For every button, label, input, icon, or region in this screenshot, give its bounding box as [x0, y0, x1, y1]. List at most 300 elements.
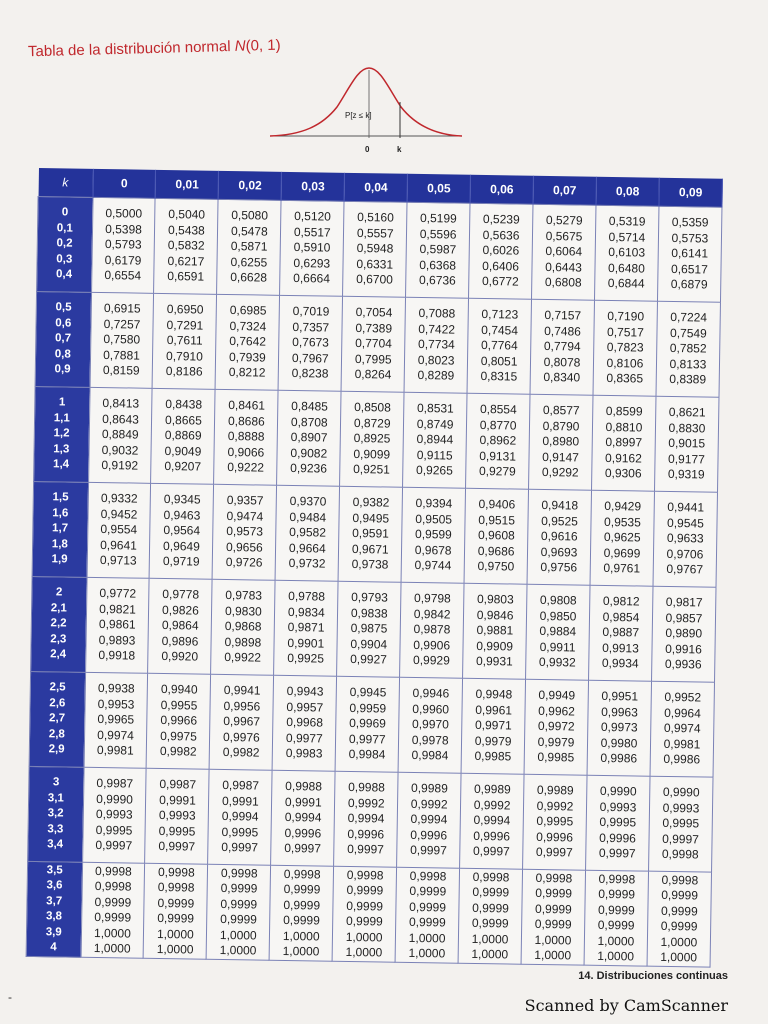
normal-curve-svg: [262, 62, 472, 162]
probability-value: 0,8554: [479, 402, 517, 417]
probability-value: 0,9890: [665, 626, 703, 641]
probability-value: 0,6255: [230, 254, 268, 270]
probability-value: 0,9306: [604, 466, 642, 481]
probability-value: 0,9608: [477, 528, 515, 543]
probability-value: 0,9994: [473, 813, 511, 828]
probability-value: 0,9985: [474, 749, 512, 764]
probability-value: 0,9998: [283, 866, 321, 882]
probability-value: 0,9693: [540, 544, 578, 560]
probability-value: 0,9970: [411, 717, 449, 732]
probability-value: 0,9967: [223, 714, 261, 729]
probability-value: 0,5793: [104, 237, 142, 252]
probability-value: 1,0000: [93, 940, 131, 956]
probability-value: 0,8643: [102, 411, 139, 427]
k-value: 3: [52, 776, 60, 789]
probability-value: 0,9972: [537, 719, 575, 734]
probability-value: 0,7190: [607, 309, 645, 324]
probability-cell: [145, 768, 209, 864]
probability-value: 0,9564: [163, 523, 201, 538]
probability-value: 0,8212: [228, 365, 266, 380]
probability-value: 0,9999: [345, 913, 383, 929]
probability-value: 0,9989: [473, 782, 511, 797]
probability-value: 0,5557: [356, 225, 394, 241]
probability-value: 0,9999: [534, 901, 572, 916]
k-values-cell: [29, 671, 85, 767]
probability-cell: [530, 299, 594, 395]
probability-value: 0,9821: [99, 601, 137, 617]
k-value: 3,1: [47, 791, 64, 805]
probability-cell: [406, 202, 470, 298]
probability-value: 0,9545: [667, 515, 704, 531]
probability-cell: [594, 205, 658, 301]
k-value: 2: [55, 586, 63, 599]
probability-value: 0,6480: [608, 260, 645, 276]
probability-value: 0,9999: [660, 918, 698, 934]
probability-cell: [398, 677, 462, 773]
probability-value: 0,7157: [544, 308, 582, 323]
probability-value: 0,5359: [671, 215, 709, 230]
probability-value: 0,7324: [229, 318, 267, 334]
probability-value: 0,9678: [414, 542, 452, 558]
probability-value: 0,6700: [356, 272, 393, 287]
probability-value: 0,6331: [356, 256, 394, 272]
probability-value: 0,9922: [224, 650, 262, 665]
probability-cell: [271, 770, 335, 866]
probability-value: 0,5714: [608, 229, 646, 245]
k-values-cell: [37, 197, 93, 293]
probability-value: 0,9987: [159, 777, 197, 792]
probability-value: 0,9394: [415, 496, 453, 511]
probability-value: 0,9641: [100, 537, 138, 553]
k-value: 0: [61, 206, 69, 219]
probability-value: 0,9147: [542, 449, 580, 465]
probability-value: 0,8340: [543, 370, 581, 385]
probability-cell: [332, 866, 396, 962]
k-value: 1,3: [53, 443, 70, 456]
k-value: 2,3: [50, 633, 67, 646]
probability-value: 0,8159: [102, 363, 140, 378]
probability-value: 0,9345: [163, 492, 201, 507]
probability-value: 0,6026: [482, 243, 520, 258]
probability-cell: [648, 776, 713, 872]
column-header: 0,03: [281, 172, 344, 201]
probability-value: 0,9994: [410, 812, 448, 827]
probability-value: 0,9977: [285, 730, 323, 746]
probability-value: 0,9573: [226, 524, 264, 539]
probability-value: 0,9842: [413, 606, 451, 622]
probability-value: 1,0000: [408, 930, 446, 945]
probability-value: 0,9997: [535, 845, 573, 860]
probability-value: 0,9961: [475, 702, 513, 718]
probability-value: 0,9996: [599, 830, 636, 846]
k-value: 3,3: [47, 822, 64, 836]
probability-value: 0,7734: [417, 337, 455, 352]
probability-value: 0,9999: [471, 915, 509, 931]
probability-value: 0,9974: [97, 727, 135, 743]
probability-value: 0,9649: [163, 538, 200, 554]
probability-value: 0,9999: [283, 881, 321, 897]
k-values-cell: [32, 481, 88, 577]
probability-value: 0,7224: [670, 310, 708, 325]
k-value: 1,8: [51, 538, 68, 551]
k-values-cell: [35, 291, 91, 387]
probability-value: 0,9999: [472, 884, 510, 900]
probability-value: 0,7910: [166, 348, 203, 364]
probability-value: 0,9893: [98, 632, 136, 648]
probability-value: 0,8790: [542, 418, 580, 434]
probability-cell: [458, 868, 522, 964]
probability-value: 0,9995: [221, 824, 259, 840]
probability-value: 0,9940: [160, 682, 198, 697]
probability-cell: [209, 674, 273, 770]
probability-value: 0,9999: [220, 896, 258, 912]
probability-value: 0,9591: [352, 526, 389, 541]
probability-value: 0,8365: [606, 371, 644, 386]
probability-value: 0,9976: [222, 729, 260, 745]
probability-value: 1,0000: [534, 932, 572, 947]
probability-value: 0,9996: [536, 829, 574, 845]
probability-value: 0,9898: [224, 634, 262, 650]
probability-value: 0,8531: [416, 401, 454, 416]
probability-cell: [341, 296, 405, 392]
probability-value: 0,9909: [476, 638, 514, 654]
probability-value: 0,9896: [161, 633, 199, 649]
probability-cell: [647, 871, 712, 967]
probability-value: 0,9997: [284, 841, 322, 856]
probability-value: 0,7611: [166, 333, 203, 348]
probability-value: 0,9963: [601, 704, 638, 720]
probability-cell: [274, 580, 338, 676]
probability-value: 0,9878: [413, 622, 451, 637]
probability-value: 0,7291: [166, 317, 204, 333]
probability-value: 0,8830: [668, 420, 706, 436]
probability-value: 0,9998: [346, 867, 384, 883]
probability-value: 0,9778: [162, 587, 200, 602]
probability-value: 0,9997: [158, 839, 196, 854]
probability-value: 0,9986: [600, 751, 638, 766]
probability-cell: [144, 863, 208, 959]
probability-cell: [466, 393, 530, 489]
probability-value: 0,9911: [539, 639, 576, 655]
probability-value: 0,8907: [290, 430, 328, 445]
probability-cell: [651, 586, 716, 682]
probability-value: 0,9998: [598, 871, 636, 886]
probability-cell: [217, 199, 281, 295]
probability-value: 0,9987: [96, 776, 134, 791]
probability-value: 0,9082: [290, 445, 328, 461]
probability-value: 0,9995: [599, 815, 637, 830]
probability-value: 0,9953: [97, 696, 135, 712]
probability-value: 0,9999: [661, 887, 699, 903]
probability-value: 0,7257: [103, 316, 141, 332]
probability-value: 1,0000: [345, 929, 383, 945]
probability-value: 0,9798: [413, 591, 451, 606]
probability-value: 0,5596: [419, 226, 457, 242]
probability-cell: [335, 676, 399, 772]
k-values-cell: [26, 861, 82, 957]
probability-value: 0,9686: [477, 543, 515, 559]
probability-value: 0,9999: [157, 910, 195, 926]
probability-value: 0,9984: [411, 748, 449, 763]
column-header: 0,07: [533, 176, 596, 205]
probability-cell: [586, 775, 650, 871]
probability-cell: [523, 774, 587, 870]
probability-value: 0,6064: [545, 244, 583, 259]
probability-value: 0,9251: [353, 462, 390, 477]
probability-value: 0,9955: [160, 697, 198, 713]
probability-value: 0,9984: [348, 747, 386, 762]
k-value: 1,1: [53, 412, 70, 425]
probability-value: 0,9997: [95, 838, 133, 853]
probability-value: 0,9495: [352, 510, 390, 526]
probability-cell: [526, 584, 590, 680]
probability-cell: [147, 673, 211, 769]
probability-value: 0,7794: [543, 339, 581, 354]
probability-value: 0,9966: [160, 713, 198, 728]
probability-value: 0,8315: [480, 369, 518, 384]
chapter-footer: 14. Distribuciones continuas: [578, 970, 728, 982]
probability-cell: [657, 206, 722, 302]
probability-cell: [589, 585, 653, 681]
normal-curve-figure: [262, 62, 472, 162]
probability-value: 0,8980: [542, 434, 580, 449]
probability-value: 0,9985: [537, 750, 575, 765]
table-row: [26, 861, 711, 967]
probability-value: 0,9049: [164, 443, 202, 459]
probability-cell: [461, 678, 525, 774]
probability-value: 0,7486: [544, 323, 581, 339]
probability-value: 0,6217: [167, 253, 205, 269]
probability-value: 1,0000: [282, 943, 320, 959]
probability-value: 0,9744: [414, 558, 452, 573]
probability-value: 0,7517: [606, 324, 644, 340]
probability-value: 0,9987: [222, 778, 260, 793]
probability-value: 0,9982: [159, 744, 197, 759]
probability-value: 0,9999: [472, 900, 509, 915]
probability-value: 0,6406: [482, 258, 520, 274]
probability-value: 0,9535: [604, 514, 641, 530]
probability-value: 0,9115: [416, 447, 453, 463]
k-value: 1,6: [52, 507, 69, 520]
probability-value: 0,9738: [351, 557, 389, 572]
probability-value: 0,9767: [666, 562, 704, 577]
probability-value: 0,8869: [164, 428, 202, 443]
k-values-cell: [31, 576, 87, 672]
title-symbol: N: [234, 37, 246, 55]
probability-value: 0,9948: [475, 687, 513, 702]
probability-value: 0,9934: [601, 656, 639, 671]
probability-value: 0,9998: [661, 872, 699, 887]
probability-value: 0,9599: [414, 527, 452, 542]
probability-value: 0,6554: [104, 268, 142, 283]
probability-value: 0,5438: [167, 222, 205, 238]
probability-cell: [150, 483, 214, 579]
probability-cell: [463, 583, 527, 679]
probability-value: 0,9463: [163, 507, 201, 523]
probability-value: 0,8749: [416, 416, 454, 432]
probability-value: 0,9505: [415, 511, 453, 527]
probability-value: 0,7123: [481, 307, 519, 322]
probability-cell: [527, 489, 591, 585]
probability-value: 0,8023: [417, 352, 455, 368]
k-value: 2,4: [50, 648, 67, 661]
probability-value: 0,7054: [355, 305, 393, 320]
probability-cell: [337, 581, 401, 677]
table-row: [37, 197, 722, 303]
probability-value: 1,0000: [345, 944, 383, 960]
probability-value: 0,8962: [479, 433, 517, 448]
column-header: 0,05: [407, 174, 470, 203]
k-value: 2,8: [48, 727, 65, 741]
probability-value: 0,9906: [413, 637, 451, 653]
probability-value: 0,9994: [221, 809, 259, 824]
probability-value: 0,9969: [349, 716, 386, 731]
probability-value: 0,5636: [482, 227, 520, 243]
table-row: [34, 386, 719, 492]
k-value: 3,9: [45, 925, 62, 938]
probability-value: 0,5832: [167, 238, 205, 253]
probability-value: 0,6772: [481, 274, 519, 289]
probability-value: 0,8133: [669, 356, 707, 372]
probability-value: 0,9452: [100, 506, 138, 522]
probability-value: 0,9971: [474, 718, 512, 733]
probability-value: 0,9999: [597, 902, 635, 917]
table-row: [29, 671, 714, 777]
k-values-cell: [34, 386, 90, 482]
probability-value: 0,8078: [543, 354, 581, 370]
probability-cell: [584, 870, 648, 966]
probability-value: 0,9964: [664, 705, 701, 721]
probability-value: 0,9162: [605, 450, 642, 466]
probability-value: 0,6844: [607, 276, 645, 291]
probability-value: 0,9998: [661, 847, 699, 862]
probability-value: 0,9222: [227, 460, 265, 475]
k-value: 1,2: [53, 427, 70, 440]
probability-value: 0,9236: [290, 461, 328, 476]
probability-value: 0,8485: [291, 399, 329, 414]
probability-value: 0,5199: [419, 211, 457, 226]
probability-value: 0,9956: [223, 698, 261, 714]
probability-value: 0,5040: [168, 207, 206, 222]
probability-cell: [404, 297, 468, 393]
probability-value: 0,8438: [165, 397, 203, 412]
probability-value: 0,8413: [102, 396, 140, 411]
probability-cell: [587, 680, 651, 776]
probability-value: 0,9525: [541, 513, 579, 529]
probability-value: 0,8106: [606, 355, 644, 371]
probability-value: 0,8599: [605, 404, 643, 419]
probability-value: 0,9990: [96, 791, 134, 807]
probability-value: 0,7357: [292, 319, 330, 335]
probability-value: 0,8051: [480, 353, 518, 369]
page-title: [28, 37, 281, 61]
probability-value: 0,8264: [354, 367, 392, 382]
probability-value: 1,0000: [219, 927, 257, 943]
normal-table-wrap: [26, 168, 723, 971]
k-value: 3,5: [46, 863, 63, 876]
probability-value: 0,7881: [103, 347, 140, 363]
probability-value: 0,6103: [608, 245, 646, 260]
probability-value: 1,0000: [93, 925, 131, 941]
probability-cell: [151, 388, 215, 484]
probability-value: 0,7642: [229, 334, 267, 349]
probability-cell: [87, 482, 151, 578]
probability-value: 0,9995: [95, 822, 133, 838]
probability-value: 0,9931: [475, 654, 513, 669]
k-value: 2,1: [50, 602, 67, 615]
probability-value: 0,9319: [667, 467, 705, 482]
column-header: 0,04: [344, 173, 407, 202]
column-header: 0,08: [596, 177, 659, 206]
probability-value: 0,9881: [476, 623, 514, 638]
probability-value: 0,9808: [539, 593, 577, 608]
probability-value: 0,9999: [534, 916, 572, 932]
probability-value: 0,9997: [472, 844, 510, 859]
probability-value: 0,9997: [347, 842, 385, 857]
probability-value: 0,9429: [604, 499, 642, 514]
probability-value: 0,5675: [545, 228, 583, 244]
probability-value: 0,9999: [94, 909, 132, 925]
probability-value: 0,9977: [348, 731, 386, 747]
probability-value: 0,9991: [159, 792, 196, 808]
probability-cell: [403, 392, 467, 488]
title-params: (0, 1): [245, 36, 281, 55]
k-label: k: [397, 145, 402, 154]
probability-value: 0,9945: [349, 685, 387, 700]
probability-value: 0,9292: [541, 465, 579, 480]
k-value: 1: [58, 396, 66, 409]
probability-cell: [593, 300, 657, 396]
probability-value: 0,9936: [664, 657, 702, 672]
probability-cell: [84, 672, 148, 768]
probability-value: 0,9998: [157, 879, 195, 895]
probability-value: 0,9582: [289, 525, 327, 540]
probability-value: 0,9927: [350, 652, 387, 667]
probability-value: 0,9991: [221, 793, 259, 809]
probability-value: 1,0000: [597, 933, 635, 948]
probability-value: 0,5478: [230, 223, 268, 239]
probability-value: 0,9998: [94, 878, 132, 894]
probability-value: 0,9788: [288, 589, 326, 604]
probability-value: 0,6628: [230, 270, 268, 285]
probability-cell: [82, 767, 146, 863]
probability-value: 0,9981: [96, 743, 134, 758]
probability-value: 0,9999: [409, 883, 447, 899]
probability-value: 1,0000: [282, 928, 320, 944]
table-row: [28, 766, 713, 872]
scanner-watermark: Scanned by CamScanner: [524, 996, 728, 1015]
probability-cell: [275, 485, 339, 581]
probability-value: 0,9884: [539, 624, 577, 639]
probability-value: 0,9713: [99, 553, 137, 568]
probability-value: 0,9207: [164, 459, 202, 474]
probability-value: 0,9834: [287, 604, 325, 620]
k-value: 3,2: [47, 807, 64, 820]
probability-value: 1,0000: [408, 945, 446, 961]
probability-value: 1,0000: [156, 926, 194, 942]
probability-cell: [215, 294, 279, 390]
probability-value: 0,9983: [285, 746, 323, 761]
probability-value: 0,9990: [599, 784, 637, 799]
probability-value: 0,9941: [223, 683, 261, 698]
probability-value: 0,9418: [541, 498, 579, 513]
k-value: 0,9: [54, 363, 71, 376]
probability-value: 0,9999: [220, 880, 258, 896]
probability-value: 0,9997: [598, 846, 636, 861]
probability-value: 0,8461: [228, 398, 266, 413]
probability-value: 0,9998: [157, 864, 195, 880]
probability-value: 0,8289: [417, 368, 455, 383]
